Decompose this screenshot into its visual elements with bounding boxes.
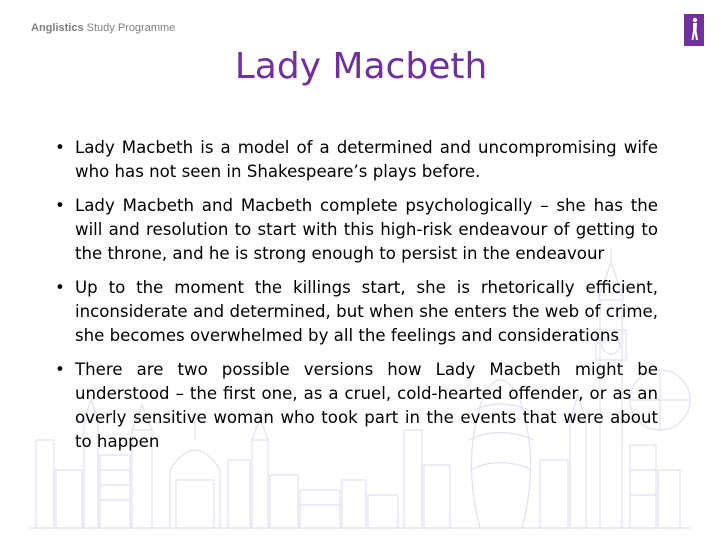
brand-subtitle: Study Programme <box>83 22 176 34</box>
bullet-item <box>52 194 658 266</box>
bullet-list <box>52 136 658 464</box>
bullet-text: Lady Macbeth is a model of a determined and uncompromising wife who has not seen in Shakespeare’s plays before. <box>75 138 658 181</box>
bullet-text: Up to the moment the killings start, she is rhetorically efficient, inconsiderate and determined, but when she enters the web of crime, she becomes overwhelmed by all the feelings and considerations <box>75 278 658 345</box>
figure-logo-icon <box>684 14 704 46</box>
bullet-item <box>52 276 658 348</box>
bullet-marker: • <box>55 278 65 297</box>
bullet-item <box>52 358 658 454</box>
programme-brand <box>31 22 175 34</box>
bullet-marker: • <box>55 360 65 379</box>
bullet-item <box>52 136 658 184</box>
bullet-text: There are two possible versions how Lady Macbeth might be understood – the first one, as a cruel, cold-hearted offender, or as an overly sensitive woman who took part in the events that were about to happen <box>75 360 658 451</box>
bullet-marker: • <box>55 138 65 157</box>
brand-name: Anglistics <box>31 22 84 34</box>
slide-title: Lady Macbeth <box>234 46 488 87</box>
bullet-marker: • <box>55 196 65 215</box>
bullet-text: Lady Macbeth and Macbeth complete psychologically – she has the will and resolution to start with this high-risk endeavour of getting to the throne, and he is strong enough to persist in the endeavour <box>75 196 658 263</box>
